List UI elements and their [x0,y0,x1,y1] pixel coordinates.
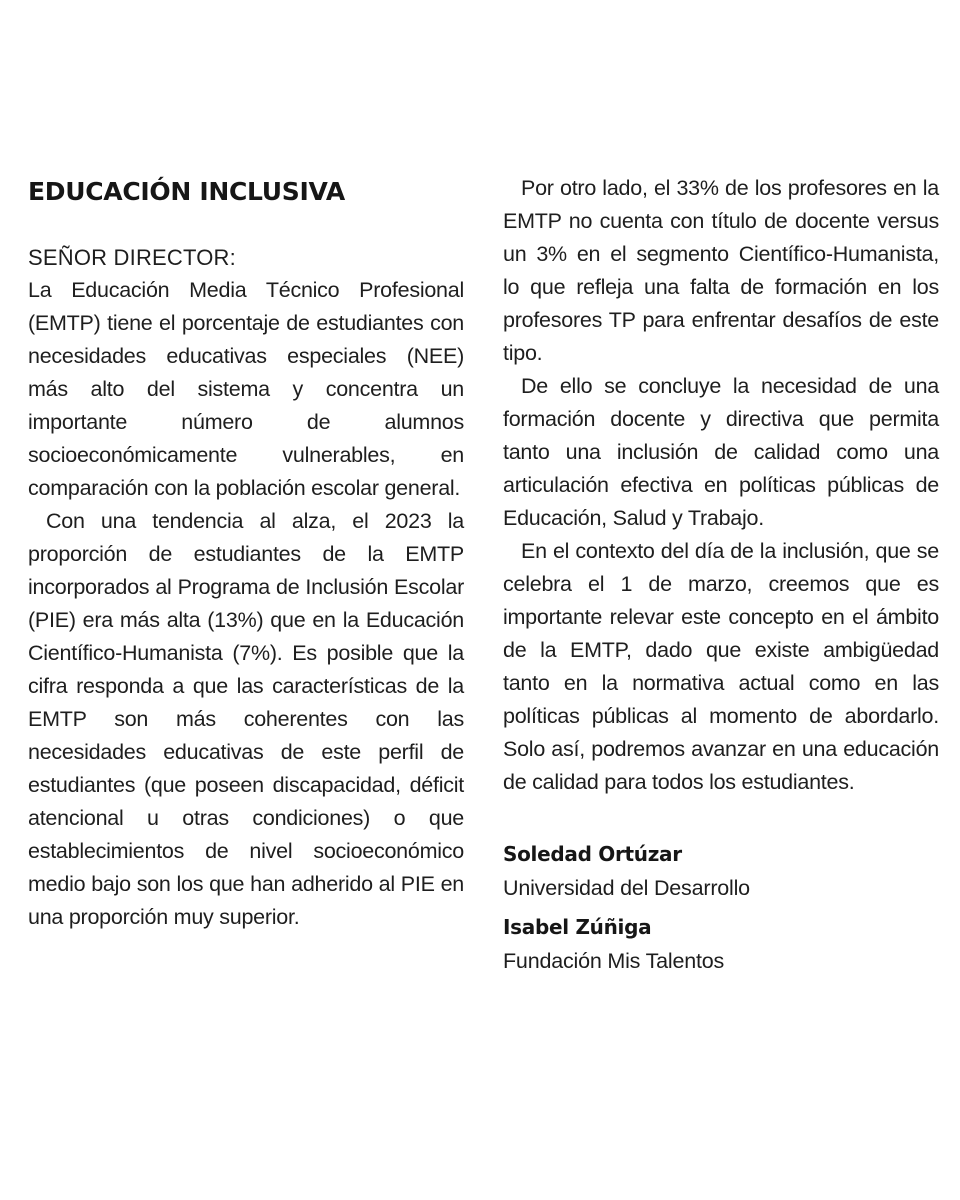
signatory-organization: Fundación Mis Talentos [503,949,725,973]
signatory-name: Isabel Zúñiga [503,915,652,939]
paragraph-emtp-nee: La Educación Media Técnico Profesional (EMTP) tiene el porcentaje de estudiantes con necesidades educativas especiales (NEE) más alto del sistema y concentra un importante número de alumnos socioeconómicamente vulnerables, en comparación con la población escolar general. [28,278,464,500]
paragraph-pie-proportion: Con una tendencia al alza, el 2023 la proporción de estudiantes de la EMTP incorporados al Programa de Inclusión Escolar (PIE) era más alta (13%) que en la Educación Científico-Humanista (7%). Es posible que la cifra responda a que las características de la EMTP son más coherentes con las necesidades educativas de este perfil de estudiantes (que poseen discapacidad, déficit atencional u otras condiciones) o que establecimientos de nivel socioeconómico medio bajo son los que han adherido al PIE en una proporción muy superior. [28,509,464,929]
paragraph-teacher-training: Por otro lado, el 33% de los profesores en la EMTP no cuenta con título de docente versus un 3% en el segmento Científico-Humanista, lo que refleja una falta de formación en los profesores TP para enfrentar desafíos de este tipo. [503,176,939,365]
headline: EDUCACIÓN INCLUSIVA [28,177,345,206]
right-column [503,172,939,982]
signatory-organization: Universidad del Desarrollo [503,876,750,900]
paragraph-inclusion-day: En el contexto del día de la inclusión, que se celebra el 1 de marzo, creemos que es importante relevar este concepto en el ámbito de la EMTP, dado que existe ambigüedad tanto en la normativa actual como en las políticas públicas al momento de abordarlo. Solo así, podremos avanzar en una educación de calidad para todos los estudiantes. [503,539,939,794]
signature-block [503,836,939,978]
signatory-name: Soledad Ortúzar [503,842,682,866]
left-column [28,172,464,934]
paragraph-conclusion: De ello se concluye la necesidad de una formación docente y directiva que permita tanto una inclusión de calidad como una articulación efectiva en políticas públicas de Educación, Salud y Trabajo. [503,374,939,530]
salutation: SEÑOR DIRECTOR: [28,245,236,270]
